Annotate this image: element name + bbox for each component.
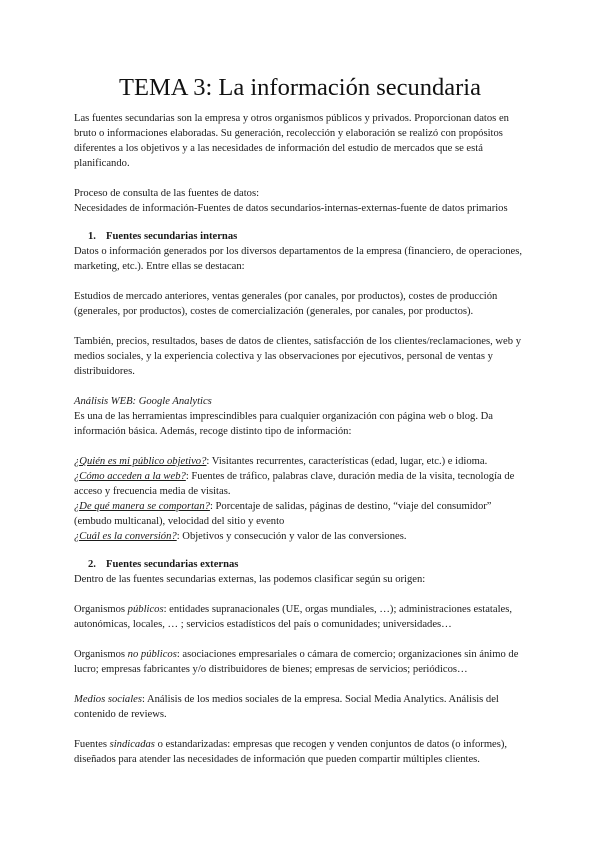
page-title: TEMA 3: La información secundaria xyxy=(119,74,481,101)
analytics-question-2: ¿Cómo acceden a la web?: Fuentes de tráfico, palabras clave, duración media de la visita, tecnología de acceso y frecuencia media de visitas. xyxy=(74,471,515,497)
non-public-organisms-paragraph: Organismos no públicos: asociaciones empresariales o cámara de comercio; organizaciones sin ánimo de lucro; empresas fabricantes y/o distribuidores de bienes; empresas de servicios; periódicos… xyxy=(74,649,519,675)
analytics-question-4: ¿Cuál es la conversión?: Objetivos y consecución y valor de las conversiones. xyxy=(74,531,407,542)
social-media-paragraph: Medios sociales: Análisis de los medios sociales de la empresa. Social Media Analytics. Análisis del contenido de reviews. xyxy=(74,694,499,720)
public-organisms-paragraph: Organismos públicos: entidades supranacionales (UE, orgas mundiales, …); administraciones estatales, autonómicas, locales, … ; servicios estadísticos del país o comunidades; universidades… xyxy=(74,604,512,630)
analytics-question-1: ¿Quién es mi público objetivo?: Visitantes recurrentes, características (edad, lugar, etc.) e idioma. xyxy=(74,456,488,467)
intro-paragraph: Las fuentes secundarias son la empresa y otros organismos públicos y privados. Proporcionan datos en bruto o informaciones elaboradas. Su generación, recolección y elaboración se realizó con propósitos diferentes a los objetivos y a las necesidades de información del estudio de mercados que se está planificando. xyxy=(74,113,509,169)
analytics-paragraph: Es una de las herramientas imprescindibles para cualquier organización con página web o blog. Da información básica. Además, recoge distinto tipo de información: xyxy=(74,411,493,437)
section-2-title: Fuentes secundarias externas xyxy=(106,559,239,570)
section-1-title: Fuentes secundarias internas xyxy=(106,231,238,242)
process-line-1: Proceso de consulta de las fuentes de datos: xyxy=(74,188,260,199)
section-1-paragraph-3: También, precios, resultados, bases de datos de clientes, satisfacción de los clientes/reclamaciones, web y medios sociales, y la experiencia colectiva y las observaciones por ejecutivos, personal de ventas y distribuidores. xyxy=(74,336,521,377)
section-2-heading xyxy=(88,557,526,572)
analytics-question-3: ¿De qué manera se comportan?: Porcentaje de salidas, páginas de destino, “viaje del consumidor” (embudo multicanal), velocidad del sitio y evento xyxy=(74,501,492,527)
section-1-paragraph-1: Datos o información generados por los diversos departamentos de la empresa (financiero, de operaciones, marketing, etc.). Entre ellas se destacan: xyxy=(74,246,523,272)
analytics-subtitle: Análisis WEB: Google Analytics xyxy=(74,396,212,407)
section-2-paragraph-1: Dentro de las fuentes secundarias externas, las podemos clasificar según su origen: xyxy=(74,574,426,585)
section-2-number: 2. xyxy=(88,559,96,570)
section-1-number: 1. xyxy=(88,231,96,242)
syndicated-sources-paragraph: Fuentes sindicadas o estandarizadas: empresas que recogen y venden conjuntos de datos (o informes), diseñados para atender las necesidades de información que pueden compartir múltiples clientes. xyxy=(74,739,508,765)
process-line-2: Necesidades de información-Fuentes de datos secundarios-internas-externas-fuente de datos primarios xyxy=(74,203,508,214)
section-1-heading xyxy=(88,229,526,244)
section-1-paragraph-2: Estudios de mercado anteriores, ventas generales (por canales, por productos), costes de producción (generales, por productos), costes de comercialización (generales, por canales, por productos). xyxy=(74,291,498,317)
